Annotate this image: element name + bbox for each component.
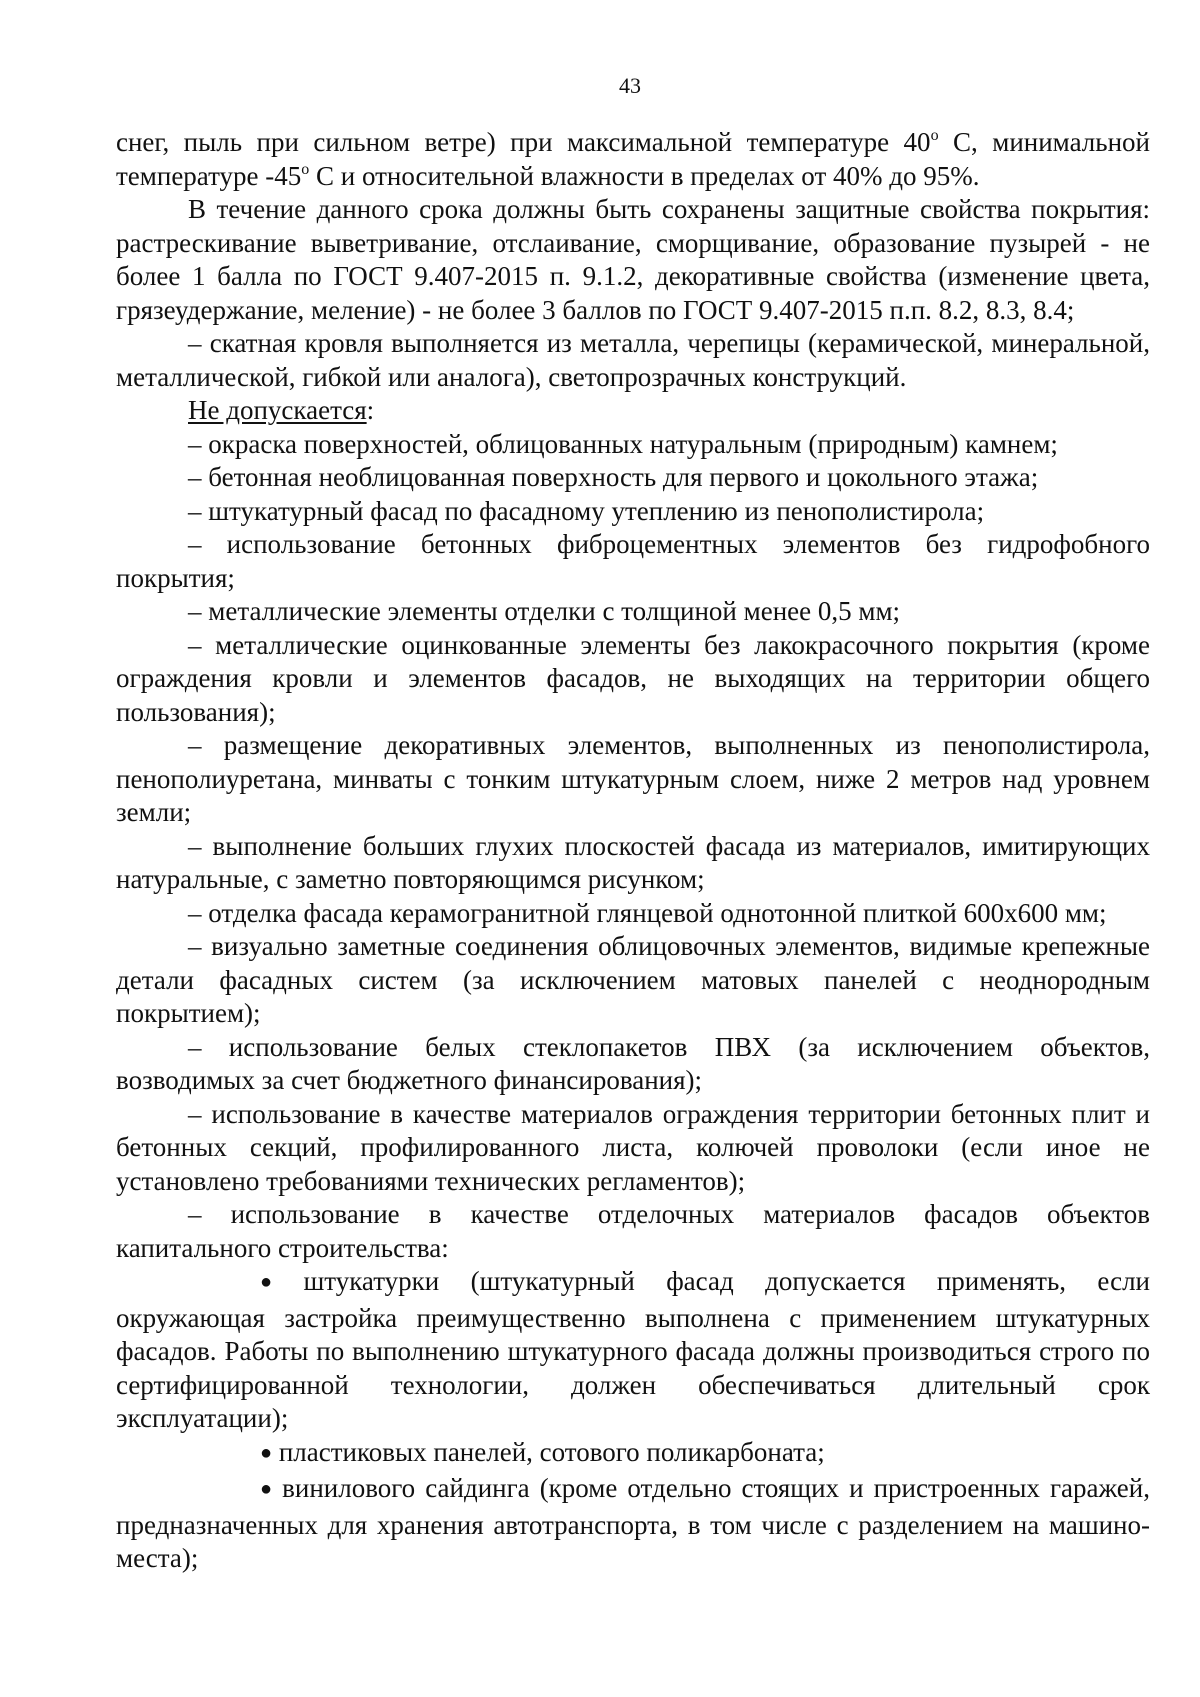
page-number: 43 (619, 73, 641, 98)
list-item: – размещение декоративных элементов, выполненных из пенополистирола, пенополиуретана, минваты с тонким штукатурным слоем, ниже 2 метров над уровнем земли; (116, 730, 1150, 827)
bullet-icon: ● (260, 1478, 273, 1500)
degree-mark: о (930, 127, 939, 144)
paragraph-roof: – скатная кровля выполняется из металла, черепицы (керамической, минеральной, металлической, гибкой или аналога), светопрозрачных конструкций. (116, 328, 1150, 392)
list-item: – металлические элементы отделки с толщиной менее 0,5 мм; (188, 596, 901, 626)
paragraph-text: С, минимальной температуре -45 (116, 127, 1150, 191)
bullet-icon: ● (260, 1441, 273, 1464)
list-item: – использование в качестве материалов ограждения территории бетонных плит и бетонных секций, профилированного листа, колючей проволоки (если иное не установлено требованиями технических регламентов); (116, 1098, 1150, 1196)
bullet-item (116, 1472, 1150, 1576)
list-item: – использование в качестве отделочных материалов фасадов объектов капитального строительства: (116, 1199, 1150, 1263)
list-item: – использование белых стеклопакетов ПВХ (за исключением объектов, возводимых за счет бюджетного финансирования); (116, 1031, 1150, 1095)
paragraph-continuation (116, 126, 1150, 193)
bullet-text: штукатурки (штукатурный фасад допускается применять, если окружающая застройка преимущественно выполнена с применением штукатурных фасадов. Работы по выполнению штукатурного фасада должны производиться строго по сертифицированной технологии, должен обеспечиваться длительный срок эксплуатации); (116, 1266, 1150, 1433)
list-item: – металлические оцинкованные элементы без лакокрасочного покрытия (кроме ограждения кровли и элементов фасадов, не выходящих на территории общего пользования); (116, 629, 1150, 727)
bullet-item (116, 1265, 1150, 1436)
list-item: – выполнение больших глухих плоскостей фасада из материалов, имитирующих натуральные, с заметно повторяющимся рисунком; (116, 830, 1150, 894)
list-item: – бетонная необлицованная поверхность для первого и цокольного этажа; (188, 462, 1039, 492)
list-item: – использование бетонных фиброцементных элементов без гидрофобного покрытия; (116, 529, 1150, 593)
bullet-item (116, 1436, 1150, 1473)
paragraph-text: С и относительной влажности в пределах от 40% до 95%. (309, 160, 980, 191)
not-allowed-label: Не допускается (188, 395, 367, 425)
bullet-icon: ● (260, 1271, 273, 1293)
degree-mark: о (301, 160, 310, 178)
list-item: – визуально заметные соединения облицовочных элементов, видимые крепежные детали фасадных систем (за исключением матовых панелей с неоднородным покрытием); (116, 931, 1150, 1028)
bullet-text: пластиковых панелей, сотового поликарбоната; (278, 1436, 825, 1467)
not-allowed-colon: : (366, 395, 375, 425)
list-item: – штукатурный фасад по фасадному утеплению из пенополистирола; (188, 495, 985, 526)
paragraph-protective-properties: В течение данного срока должны быть сохранены защитные свойства покрытия: растрескивание выветривание, отслаивание, сморщивание, образование пузырей - не более 1 балла по ГОСТ 9.407-2015 п. 9.1.2, декоративные свойства (изменение цвета, грязеудержание, меление) - не более 3 баллов по ГОСТ 9.407-2015 п.п. 8.2, 8.3, 8.4; (116, 194, 1150, 325)
paragraph-text: снег, пыль при сильном ветре) при максимальной температуре 40 (116, 127, 931, 157)
list-item: – отделка фасада керамогранитной глянцевой однотонной плиткой 600х600 мм; (188, 897, 1107, 928)
document-body (116, 126, 1150, 1576)
bullet-text: винилового сайдинга (кроме отдельно стоящих и пристроенных гаражей, предназначенных для хранения автотранспорта, в том числе с разделением на машино-места); (116, 1473, 1150, 1573)
list-item: – окраска поверхностей, облицованных натуральным (природным) камнем; (188, 428, 1058, 459)
not-allowed-heading (116, 394, 1150, 428)
